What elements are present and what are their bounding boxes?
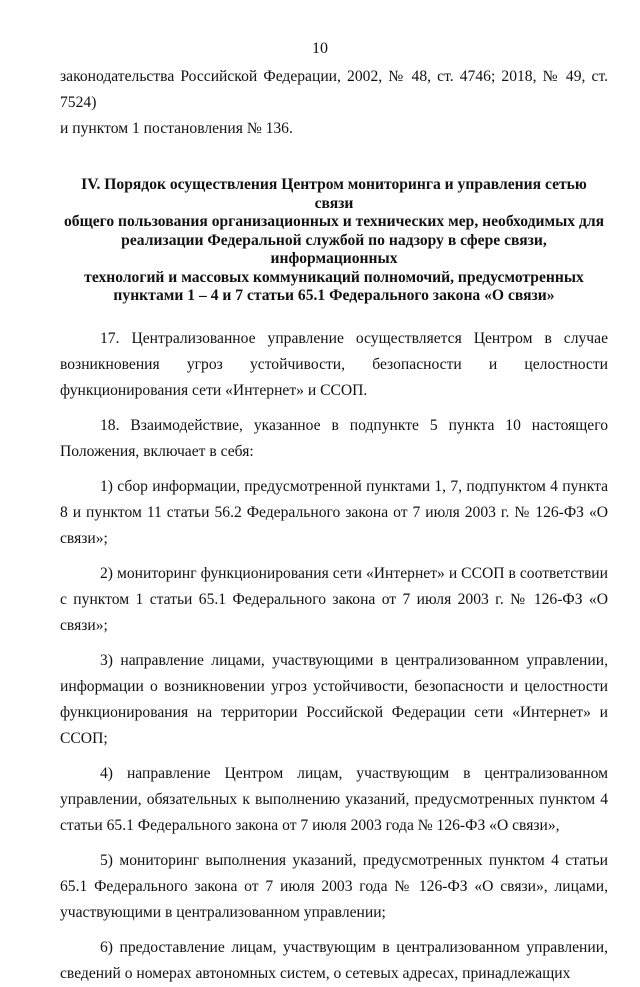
list-item-3: 3) направление лицами, участвующими в централизованном управлении, информации о возникновении угроз устойчивости, безопасности и целостности функционирования на территории Российской Федерации сети «Интернет» и ССОП; bbox=[60, 651, 608, 747]
list-item-2: 2) мониторинг функционирования сети «Интернет» и ССОП в соответствии с пунктом 1 статьи 65.1 Федерального закона от 7 июля 2003 г. № 126-ФЗ «О связи»; bbox=[60, 564, 608, 634]
section-heading-line: общего пользования организационных и технических мер, необходимых для bbox=[63, 213, 605, 230]
section-heading-line: IV. Порядок осуществления Центром мониторинга и управления сетью связи bbox=[81, 176, 587, 212]
page-number: 10 bbox=[312, 40, 328, 57]
section-heading bbox=[60, 176, 608, 306]
section-heading-line: технологий и массовых коммуникаций полномочий, предусмотренных bbox=[84, 268, 584, 286]
list-item-1: 1) сбор информации, предусмотренной пунктами 1, 7, подпунктом 4 пункта 8 и пунктом 11 статьи 56.2 Федерального закона от 7 июля 2003 г. № 126-ФЗ «О связи»; bbox=[60, 477, 608, 547]
list-item-5: 5) мониторинг выполнения указаний, предусмотренных пунктом 4 статьи 65.1 Федерального закона от 7 июля 2003 года № 126-ФЗ «О связи», лицами, участвующими в централизованном управлении; bbox=[60, 851, 608, 921]
intro-line: законодательства Российской Федерации, 2002, № 48, ст. 4746; 2018, № 49, ст. 7524) bbox=[60, 68, 608, 111]
paragraph-17: 17. Централизованное управление осуществляется Центром в случае возникновения угроз устойчивости, безопасности и целостности функционирования сети «Интернет» и ССОП. bbox=[60, 329, 608, 399]
section-heading-line: пунктами 1 – 4 и 7 статьи 65.1 Федерального закона «О связи» bbox=[113, 287, 555, 304]
intro-line: и пунктом 1 постановления № 136. bbox=[60, 120, 293, 137]
paragraph-18: 18. Взаимодействие, указанное в подпункте 5 пункта 10 настоящего Положения, включает в себя: bbox=[60, 416, 608, 460]
document-body bbox=[60, 64, 608, 987]
section-heading-line: реализации Федеральной службой по надзору в сфере связи, информационных bbox=[121, 231, 547, 267]
list-item-6: 6) предоставление лицам, участвующим в централизованном управлении, сведений о номерах автономных систем, о сетевых адресах, принадлежащих bbox=[60, 938, 608, 982]
list-item-4: 4) направление Центром лицам, участвующим в централизованном управлении, обязательных к выполнению указаний, предусмотренных пунктом 4 статьи 65.1 Федерального закона от 7 июля 2003 года № 126-ФЗ «О связи», bbox=[60, 764, 608, 834]
